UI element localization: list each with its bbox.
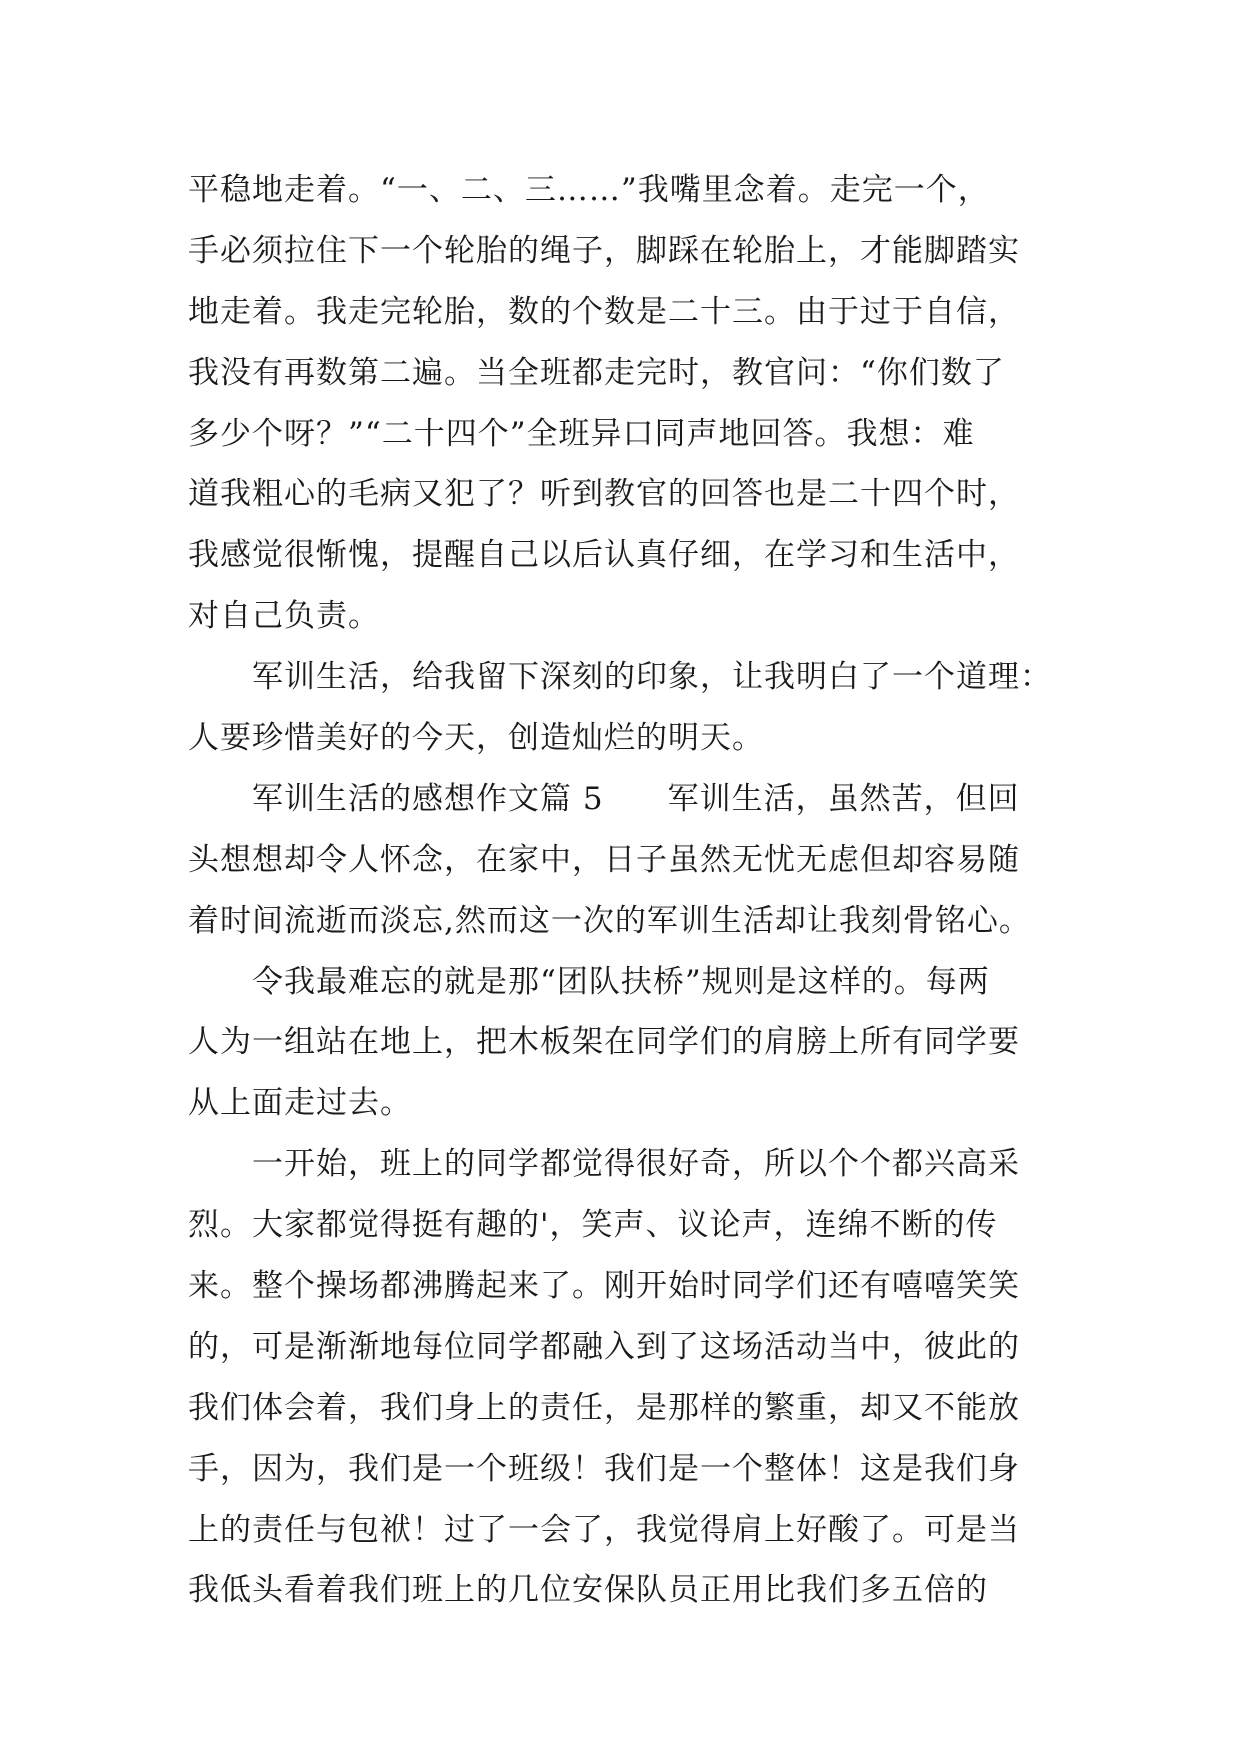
text-line: 手，因为，我们是一个班级！我们是一个整体！这是我们身 — [188, 1450, 1020, 1487]
text-line: 一开始，班上的同学都觉得很好奇，所以个个都兴高采 — [188, 1146, 1020, 1183]
text-line: 令我最难忘的就是那“团队扶桥”规则是这样的。每两 — [188, 963, 990, 1000]
text-line: 人为一组站在地上，把木板架在同学们的肩膀上所有同学要 — [188, 1024, 1020, 1061]
text-line: 我没有再数第二遍。当全班都走完时，教官问：“你们数了 — [188, 354, 1005, 391]
text-line: 从上面走过去。 — [188, 1085, 412, 1122]
section-heading-line: 军训生活的感想作文篇 5 军训生活，虽然苦，但回 — [188, 780, 1020, 817]
text-line: 手必须拉住下一个轮胎的绳子，脚踩在轮胎上，才能脚踏实 — [188, 232, 1020, 269]
text-line: 军训生活，给我留下深刻的印象，让我明白了一个道理： — [188, 659, 1052, 696]
text-line: 来。整个操场都沸腾起来了。刚开始时同学们还有嘻嘻笑笑 — [188, 1268, 1020, 1305]
article-body — [188, 160, 1068, 1621]
text-line: 我们体会着，我们身上的责任，是那样的繁重，却又不能放 — [188, 1389, 1020, 1426]
text-line: 上的责任与包袱！过了一会了，我觉得肩上好酸了。可是当 — [188, 1511, 1020, 1548]
text-line: 的，可是渐渐地每位同学都融入到了这场活动当中，彼此的 — [188, 1328, 1020, 1365]
text-line: 对自己负责。 — [188, 598, 380, 635]
text-line: 平稳地走着。“一、二、三……”我嘴里念着。走完一个， — [188, 172, 990, 208]
text-line: 人要珍惜美好的今天，创造灿烂的明天。 — [188, 720, 764, 757]
text-line: 我低头看着我们班上的几位安保队员正用比我们多五倍的 — [188, 1572, 988, 1609]
text-line: 多少个呀？”“二十四个”全班异口同声地回答。我想：难 — [188, 415, 975, 452]
text-line: 烈。大家都觉得挺有趣的'，笑声、议论声，连绵不断的传 — [188, 1207, 998, 1244]
text-line: 地走着。我走完轮胎，数的个数是二十三。由于过于自信， — [188, 293, 1020, 330]
text-line: 我感觉很惭愧，提醒自己以后认真仔细，在学习和生活中， — [188, 537, 1020, 574]
text-line: 着时间流逝而淡忘,然而这一次的军训生活却让我刻骨铭心。 — [188, 902, 1031, 939]
text-line: 头想想却令人怀念，在家中，日子虽然无忧无虑但却容易随 — [188, 841, 1020, 878]
text-line: 道我粗心的毛病又犯了？听到教官的回答也是二十四个时， — [188, 476, 1020, 513]
